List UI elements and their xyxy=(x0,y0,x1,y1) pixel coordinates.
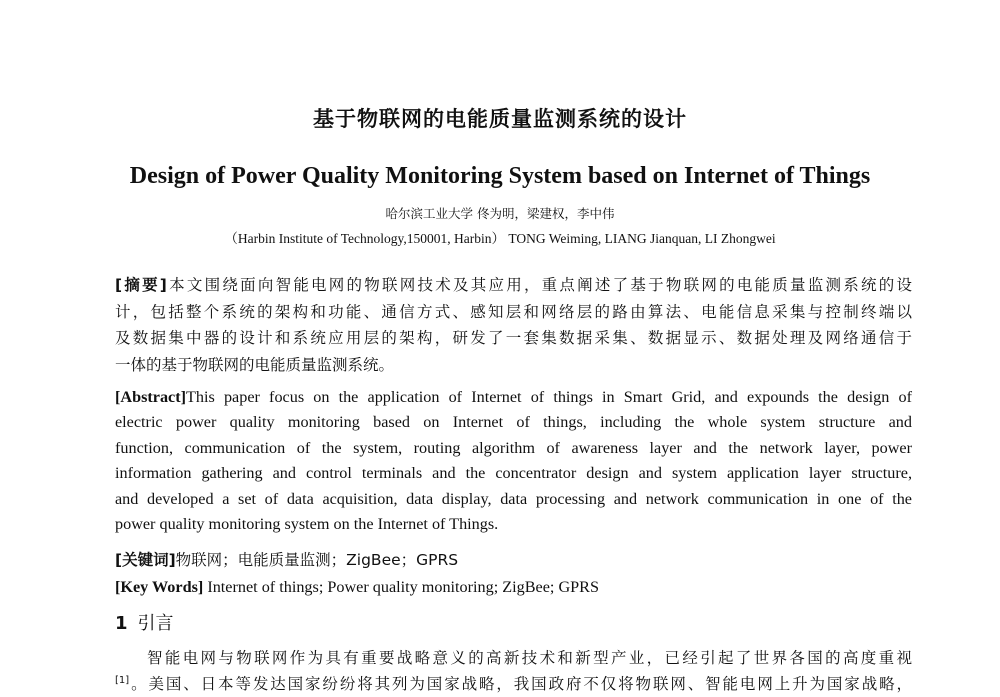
keywords-en-text: Internet of things; Power quality monitoring; ZigBee; GPRS xyxy=(203,578,599,596)
intro-line: [1]。美国、日本等发达国家纷纷将其列为国家战略，我国政府不仅将物联网、智能电网上升为国家战略， xyxy=(115,674,912,693)
citation: [1] xyxy=(115,674,130,686)
keywords-en xyxy=(115,575,912,599)
abstract-zh-line: [摘要]本文围绕面向智能电网的物联网技术及其应用，重点阐述了基于物联网的电能质量监测系统的设 xyxy=(115,276,912,294)
abstract-en-line: information gathering and control terminals and the concentrator design and system application layer structure, xyxy=(115,464,912,483)
abstract-zh-line: 及数据集中器的设计和系统应用层的架构，研发了一套集数据采集、数据显示、数据处理及网络通信于 xyxy=(115,329,912,347)
abstract-zh-tag: [摘要] xyxy=(115,276,167,294)
abstract-en-tag: [Abstract] xyxy=(115,388,187,406)
abstract-en-line: power quality monitoring system on the Internet of Things. xyxy=(115,515,499,534)
abstract-zh xyxy=(115,272,912,378)
keywords-zh xyxy=(115,548,912,572)
abstract-en-line: function, communication of the system, routing algorithm of awareness layer and the network layer, power xyxy=(115,438,912,457)
keywords-zh-text: 物联网；电能质量监测；ZigBee；GPRS xyxy=(175,551,459,569)
abstract-zh-line: 计，包括整个系统的架构和功能、通信方式、感知层和网络层的路由算法、电能信息采集与控制终端以 xyxy=(115,302,912,321)
abstract-en-line: [Abstract]This paper focus on the application of Internet of things in Smart Grid, and expounds the design of xyxy=(115,388,912,406)
authors-en: （Harbin Institute of Technology,150001, Harbin） TONG Weiming, LIANG Jianquan, LI Zhongwei xyxy=(224,231,776,246)
abstract-en-line: and developed a set of data acquisition, data display, data processing and network communication in one of the xyxy=(115,489,912,508)
keywords-en-tag: [Key Words] xyxy=(115,578,204,596)
keywords-zh-tag: [关键词] xyxy=(115,551,176,569)
title-zh: 基于物联网的电能质量监测系统的设计 xyxy=(313,107,687,131)
section-number: 1 xyxy=(115,613,128,634)
intro-line: 智能电网与物联网作为具有重要战略意义的高新技术和新型产业，已经引起了世界各国的高度重视 xyxy=(147,649,912,667)
section-title: 引言 xyxy=(137,613,174,634)
intro-paragraph xyxy=(115,645,912,697)
title-en: Design of Power Quality Monitoring System based on Internet of Things xyxy=(129,163,871,189)
abstract-en xyxy=(115,385,912,537)
abstract-zh-line: 一体的基于物联网的电能质量监测系统。 xyxy=(115,355,395,374)
abstract-en-line: electric power quality monitoring based on Internet of things, including the whole system structure and xyxy=(115,413,912,432)
authors-zh: 哈尔滨工业大学 佟为明，梁建权，李中伟 xyxy=(385,206,615,221)
section-heading xyxy=(115,612,174,636)
